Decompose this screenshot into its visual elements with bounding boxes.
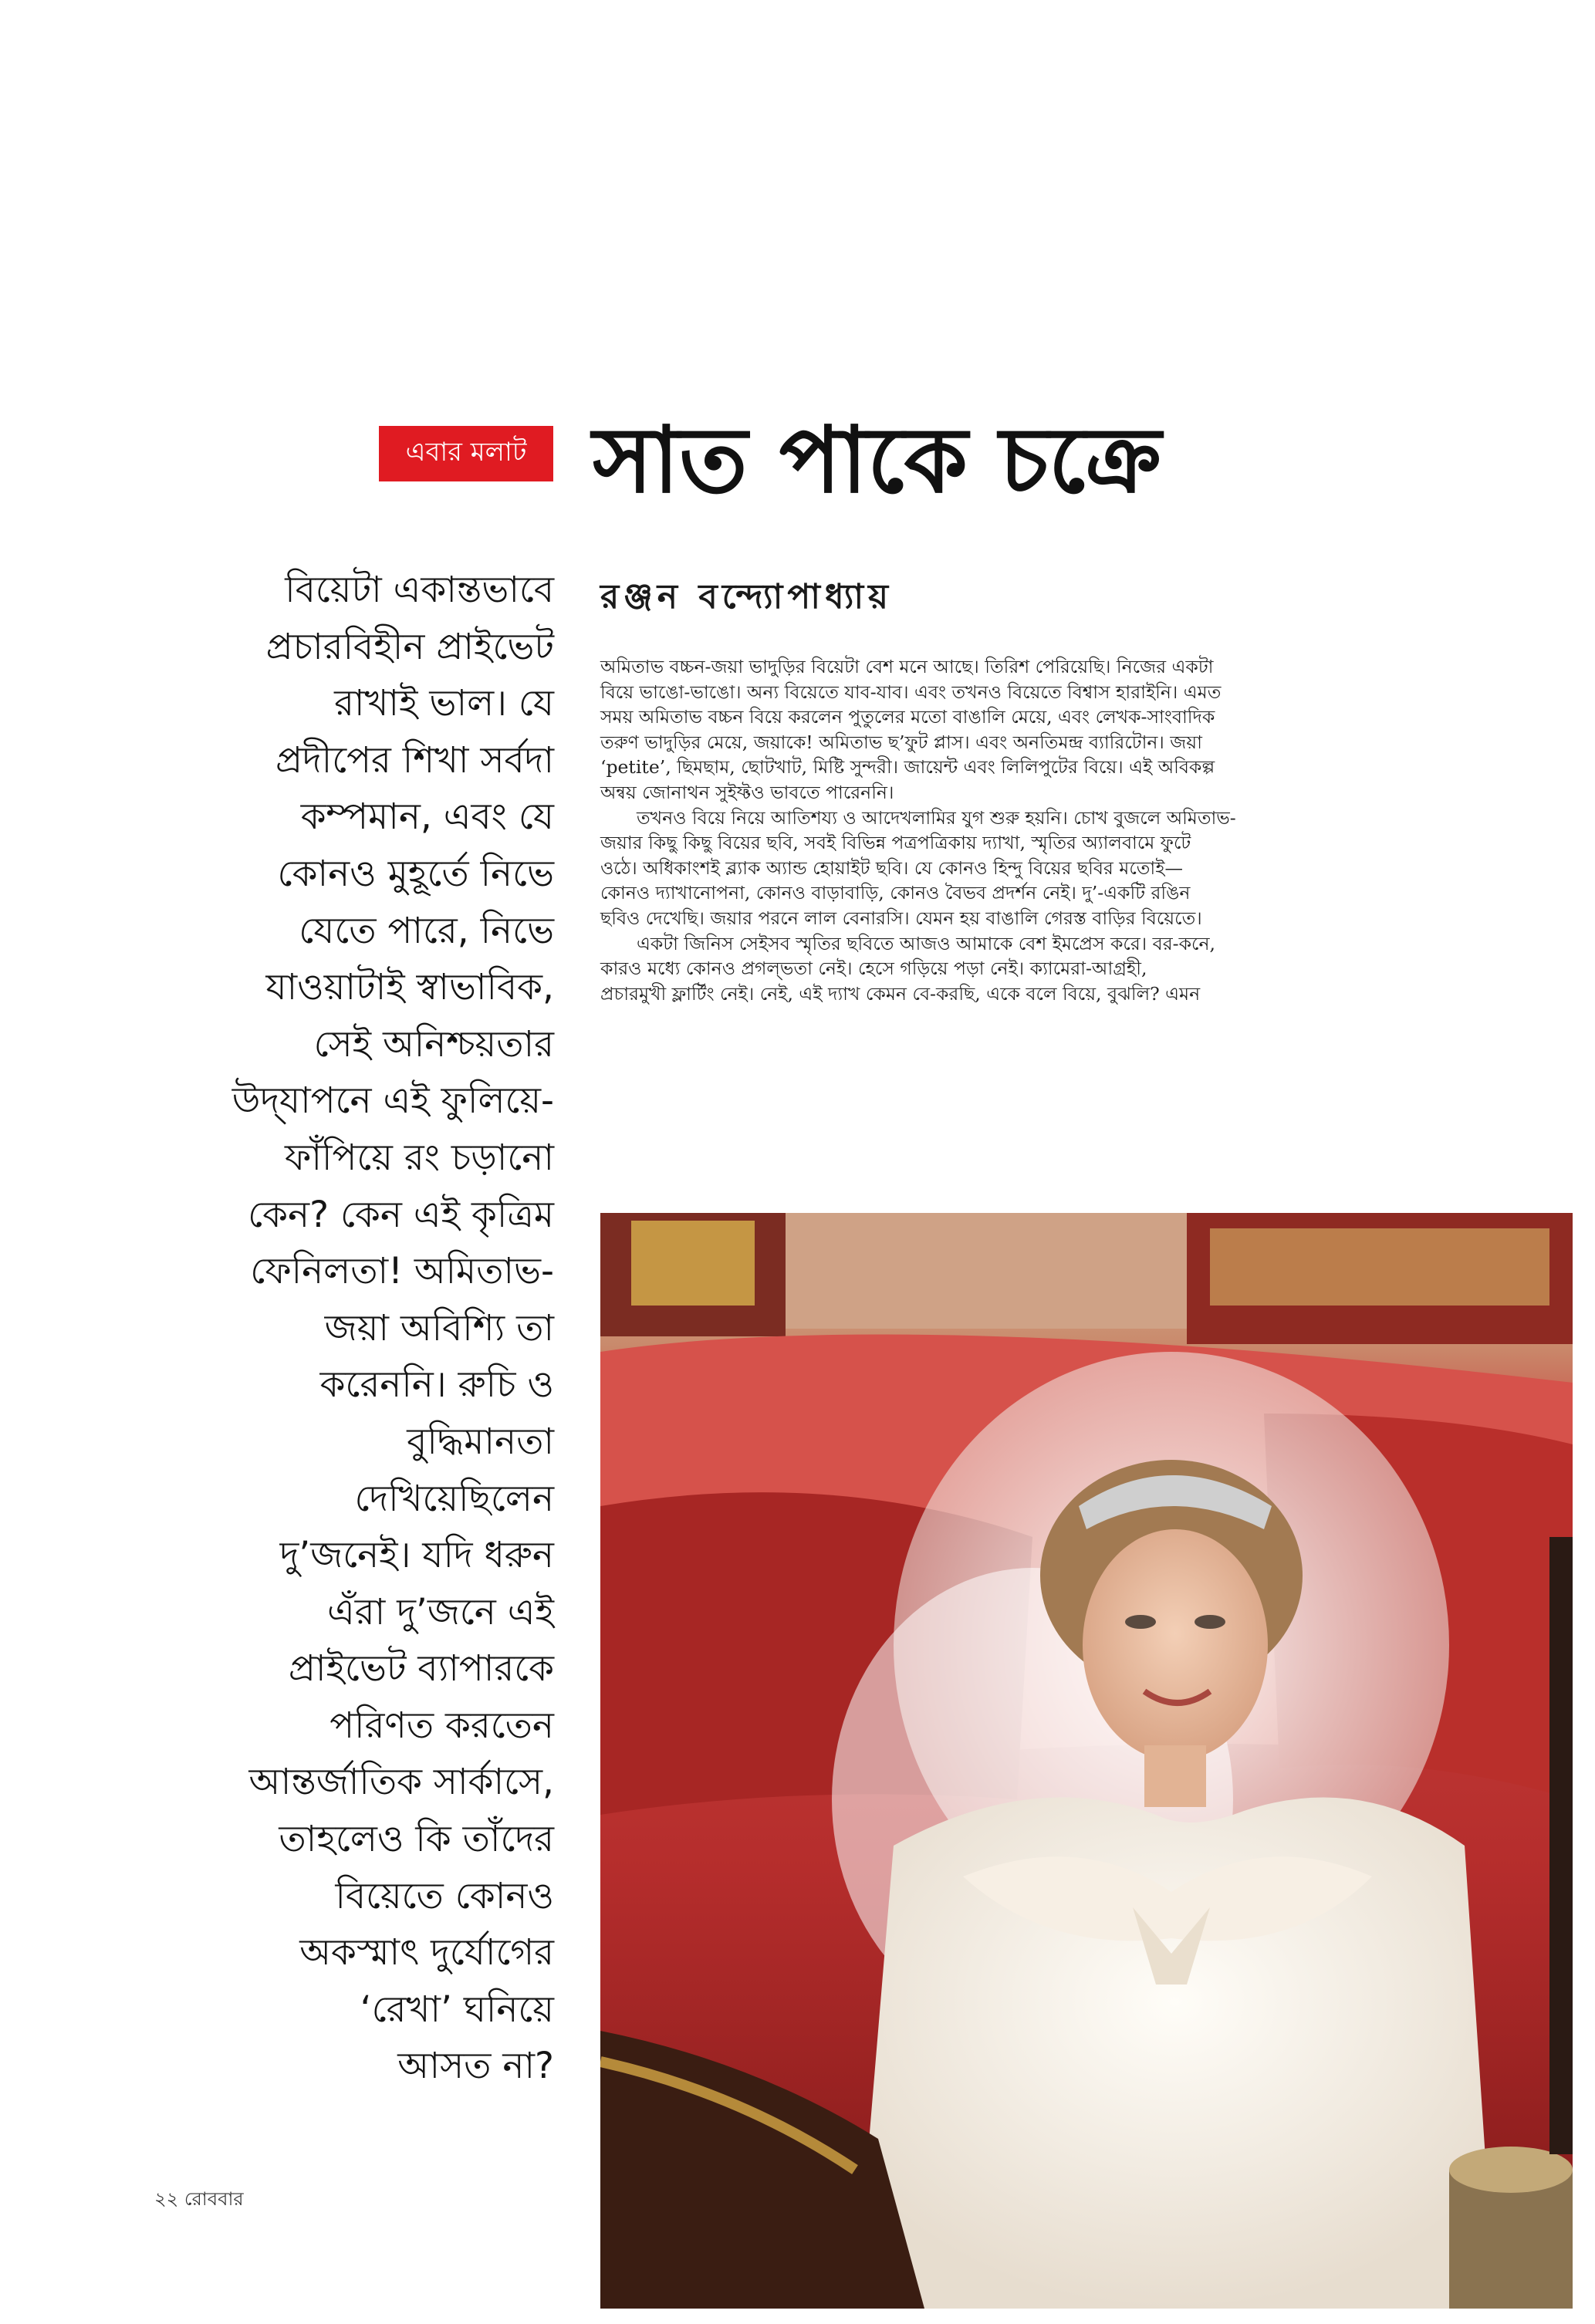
wedding-photo xyxy=(600,1213,1573,2309)
pull-quote-line: ‘রেখা’ ঘনিয়ে xyxy=(360,1988,554,2031)
pull-quote-line: রাখাই ভাল। যে xyxy=(334,682,554,725)
body-line: অমিতাভ বচ্চন-জয়া ভাদুড়ির বিয়েটা বেশ মনে আছে। তিরিশ পেরিয়েছি। নিজের একটা xyxy=(600,656,1214,677)
article-body xyxy=(600,654,1434,1006)
folio: ২২ রোববার xyxy=(154,2188,244,2210)
body-line: ছবিও দেখেছি। জয়ার পরনে লাল বেনারসি। যেমন হয় বাঙালি গেরস্ত বাড়ির বিয়েতে। xyxy=(600,907,1202,929)
body-line: ওঠে। অধিকাংশই ব্ল্যাক অ্যান্ড হোয়াইট ছবি। যে কোনও হিন্দু বিয়ের ছবির মতোই— xyxy=(600,856,1183,879)
bride-in-carriage-image xyxy=(600,1213,1573,2309)
pull-quote-line: বিয়েটা একান্তভাবে xyxy=(285,569,554,611)
pull-quote-line: প্রাইভেট ব্যাপারকে xyxy=(288,1647,554,1691)
pull-quote-line: দু’জনেই। যদি ধরুন xyxy=(279,1534,554,1577)
pull-quote-line: তাহলেও কি তাঁদের xyxy=(279,1818,554,1861)
pull-quote-line: প্রচারবিহীন প্রাইভেট xyxy=(265,625,554,668)
body-line: তরুণ ভাদুড়ির মেয়ে, জয়াকে! অমিতাভ ছ’ফুট প্লাস। এবং অনতিমন্দ্র ব্যারিটোন। জয়া xyxy=(600,731,1202,753)
pull-quote-line: করেননি। রুচি ও xyxy=(319,1363,554,1407)
body-line: কারও মধ্যে কোনও প্রগল্‌ভতা নেই। হেসে গড়িয়ে পড়া নেই। ক্যামেরা-আগ্রহী, xyxy=(600,958,1147,980)
body-line: বিয়ে ভাঙো-ভাঙো। অন্য বিয়েতে যাব-যাব। এবং তখনও বিয়েতে বিশ্বাস হারাইনি। এমত xyxy=(600,681,1222,703)
pull-quote-line: উদ্‌যাপনে এই ফুলিয়ে- xyxy=(231,1079,554,1123)
body-line: জয়ার কিছু কিছু বিয়ের ছবি, সবই বিভিন্ন পত্রপত্রিকায় দ্যাখা, স্মৃতির অ্যালবামে ফুটে xyxy=(600,832,1191,854)
pull-quote-line: দেখিয়েছিলেন xyxy=(354,1477,554,1520)
pull-quote-line: প্রদীপের শিখা সর্বদা xyxy=(275,738,554,782)
pull-quote-line: জয়া অবিশ্যি তা xyxy=(324,1306,554,1349)
pull-quote-line: আসত না? xyxy=(397,2045,554,2088)
pull-quote-line: যাওয়াটাই স্বাভাবিক, xyxy=(265,966,554,1009)
headline: সাত পাকে চক্রে xyxy=(593,407,1161,513)
pull-quote-line: সেই অনিশ্চয়তার xyxy=(313,1022,554,1066)
body-line: তখনও বিয়ে নিয়ে আতিশয্য ও আদেখলামির যুগ শুরু হয়নি। চোখ বুজলে অমিতাভ- xyxy=(600,806,1236,829)
pull-quote xyxy=(176,562,554,2095)
pull-quote-line: বিয়েতে কোনও xyxy=(335,1874,554,1917)
pull-quote-line: আন্তর্জাতিক সার্কাসে, xyxy=(248,1761,554,1804)
body-line: সময় অমিতাভ বচ্চন বিয়ে করলেন পুতুলের মতো বাঙালি মেয়ে, এবং লেখক-সাংবাদিক xyxy=(600,706,1215,728)
pull-quote-line: কোনও মুহূর্তে নিভে xyxy=(277,852,554,895)
pull-quote-line: কম্পমান, এবং যে xyxy=(300,795,554,839)
section-badge: এবার মলাট xyxy=(379,426,553,481)
pull-quote-line: ফাঁপিয়ে রং চড়ানো xyxy=(285,1136,554,1179)
body-line: কোনও দ্যাখানোপনা, কোনও বাড়াবাড়ি, কোনও বৈভব প্রদর্শন নেই। দু’-একটি রঙিন xyxy=(600,882,1191,904)
pull-quote-line: কেন? কেন এই কৃত্রিম xyxy=(248,1193,554,1236)
body-line: অন্বয় জোনাথন সুইফ্টও ভাবতে পারেননি। xyxy=(600,781,894,803)
pull-quote-line: যেতে পারে, নিভে xyxy=(299,909,554,952)
pull-quote-line: ফেনিলতা! অমিতাভ- xyxy=(250,1250,554,1293)
byline: রঞ্জন বন্দ্যোপাধ্যায় xyxy=(600,577,894,616)
pull-quote-line: বুদ্ধিমানতা xyxy=(407,1420,554,1463)
pull-quote-line: পরিণত করতেন xyxy=(329,1704,554,1747)
body-line: প্রচারমুখী ফ্লার্টিং নেই। নেই, এই দ্যাখ কেমন বে-করছি, একে বলে বিয়ে, বুঝলি? এমন xyxy=(600,982,1201,1005)
body-line: একটা জিনিস সেইসব স্মৃতির ছবিতে আজও আমাকে বেশ ইমপ্রেস করে। বর-কনে, xyxy=(600,932,1215,954)
body-line: ‘petite’, ছিমছাম, ছোটখাট, মিষ্টি সুন্দরী। জায়েন্ট এবং লিলিপুটের বিয়ে। এই অবিকল্প xyxy=(600,756,1215,779)
pull-quote-line: অকস্মাৎ দুর্যোগের xyxy=(299,1931,554,1974)
pull-quote-line: এঁরা দু’জনে এই xyxy=(327,1590,554,1633)
